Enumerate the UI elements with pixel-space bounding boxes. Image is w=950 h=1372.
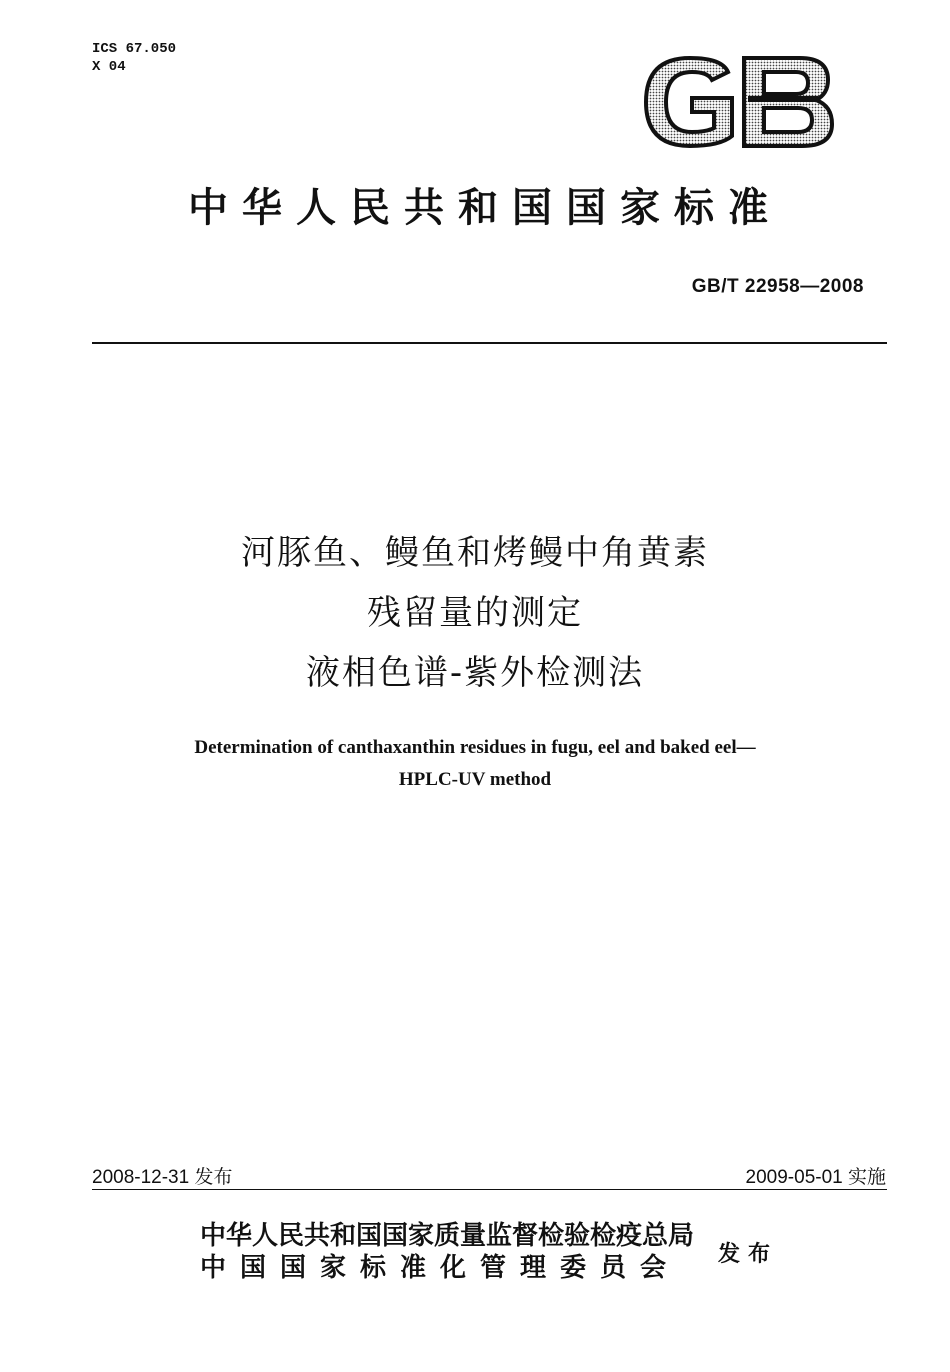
gb-logo: [640, 52, 836, 152]
zh-title-line-2: 残留量的测定: [367, 593, 583, 633]
ics-code: ICS 67.050: [92, 41, 177, 57]
issue-date: 2008-12-31 发布: [92, 1167, 233, 1188]
header-divider: [92, 342, 887, 344]
footer-divider: [92, 1189, 887, 1190]
issue-action: 发布: [718, 1242, 779, 1267]
ccs-code: X 04: [92, 59, 126, 75]
issuer-org-2: 中国国家标准化管理委员会: [200, 1253, 681, 1283]
zh-title-line-3: 液相色谱-紫外检测法: [305, 653, 645, 693]
implementation-date: 2009-05-01 实施: [745, 1167, 886, 1188]
issuer-org-1: 中华人民共和国国家质量监督检验检疫总局: [200, 1221, 695, 1251]
en-title-line-1: Determination of canthaxanthin residues in fugu, eel and baked eel—: [194, 737, 756, 758]
national-standard-title: 中华人民共和国国家标准: [188, 185, 782, 231]
zh-title-line-1: 河豚鱼、鳗鱼和烤鳗中角黄素: [241, 533, 709, 573]
standard-number: GB/T 22958—2008: [691, 276, 864, 297]
classification-codes: [92, 40, 176, 76]
en-title-line-2: HPLC-UV method: [398, 769, 552, 790]
